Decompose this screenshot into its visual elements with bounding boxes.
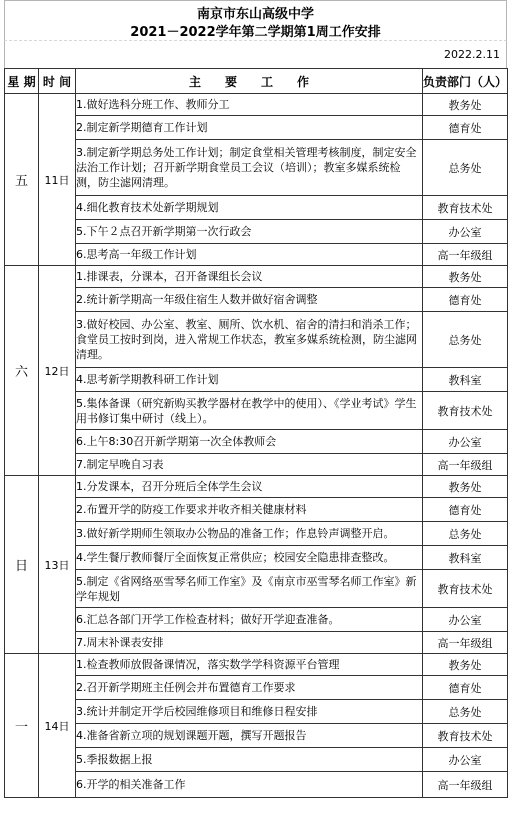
task-cell: 6.开学的相关准备工作: [76, 772, 423, 798]
dept-cell: 教育技术处: [423, 570, 508, 608]
dept-cell: 德育处: [423, 288, 508, 312]
header-row: [5, 69, 508, 94]
table-row: [5, 140, 508, 196]
task-cell: 6.汇总各部门开学工作检查材料；做好开学迎查准备。: [76, 608, 423, 632]
dept-cell: 德育处: [423, 116, 508, 140]
task-cell: 4.学生餐厅教师餐厅全面恢复正常供应；校园安全隐患排查整改。: [76, 546, 423, 570]
task-cell: 5.集体备课（研究新购买教学器材在教学中的使用）、《学业考试》学生用书修订集中研讨（线上）。: [76, 392, 423, 430]
schedule-subtitle: 2021－2022学年第二学期第1周工作安排: [130, 25, 381, 40]
dept-cell: 德育处: [423, 498, 508, 522]
weekday-cell: 日: [5, 476, 39, 654]
dept-cell: 教务处: [423, 266, 508, 288]
task-cell: 3.做好新学期师生领取办公物品的准备工作；作息铃声调整开启。: [76, 522, 423, 546]
task-cell: 3.制定新学期总务处工作计划；制定食堂相关管理考核制度，制定安全法治工作计划；召开新学期食堂员工会议（培训）；教室多媒系统检测，防尘滤网清理。: [76, 140, 423, 196]
table-row: [5, 368, 508, 392]
dept-cell: 办公室: [423, 220, 508, 244]
dept-cell: 德育处: [423, 676, 508, 700]
weekday-cell: 五: [5, 94, 39, 266]
weekday-cell: 一: [5, 654, 39, 798]
table-row: [5, 220, 508, 244]
header-dept: 负责部门（人）: [423, 69, 508, 94]
table-row: [5, 116, 508, 140]
table-row: [5, 266, 508, 288]
dept-cell: 教育技术处: [423, 724, 508, 748]
table-row: [5, 772, 508, 798]
date-cell: 11日: [39, 94, 76, 266]
title-block: [4, 0, 507, 40]
dept-cell: 教务处: [423, 476, 508, 498]
task-cell: 5.季报数据上报: [76, 748, 423, 772]
table-row: [5, 724, 508, 748]
task-cell: 4.思考新学期教科研工作计划: [76, 368, 423, 392]
dept-cell: 高一年级组: [423, 772, 508, 798]
table-row: [5, 196, 508, 220]
task-cell: 4.细化教育技术处新学期规划: [76, 196, 423, 220]
table-row: [5, 700, 508, 724]
task-cell: 1.做好选科分班工作、教师分工: [76, 94, 423, 116]
task-cell: 6.思考高一年级工作计划: [76, 244, 423, 266]
table-row: [5, 476, 508, 498]
task-cell: 1.检查教师放假备课情况，落实数学学科资源平台管理: [76, 654, 423, 676]
header-task: 主 要 工 作: [76, 69, 423, 94]
task-cell: 2.召开新学期班主任例会并布置德育工作要求: [76, 676, 423, 700]
task-cell: 1.排课表，分课本，召开备课组长会议: [76, 266, 423, 288]
dept-cell: 教务处: [423, 654, 508, 676]
weekday-cell: 六: [5, 266, 39, 476]
dept-cell: 教务处: [423, 94, 508, 116]
task-cell: 2.布置开学的防疫工作要求并收齐相关健康材料: [76, 498, 423, 522]
date-cell: 13日: [39, 476, 76, 654]
table-row: [5, 654, 508, 676]
schedule-body: [5, 94, 508, 798]
dept-cell: 总务处: [423, 140, 508, 196]
table-row: [5, 676, 508, 700]
task-cell: 4.准备省新立项的规划课题开题，撰写开题报告: [76, 724, 423, 748]
dept-cell: 办公室: [423, 748, 508, 772]
task-cell: 5.制定《省网络巫雪琴名师工作室》及《南京市巫雪琴名师工作室》新学年规划: [76, 570, 423, 608]
dept-cell: 总务处: [423, 522, 508, 546]
table-row: [5, 546, 508, 570]
date-cell: 12日: [39, 266, 76, 476]
table-row: [5, 288, 508, 312]
task-cell: 2.制定新学期德育工作计划: [76, 116, 423, 140]
task-cell: 1.分发课本，召开分班后全体学生会议: [76, 476, 423, 498]
table-row: [5, 608, 508, 632]
dept-cell: 教科室: [423, 368, 508, 392]
table-row: [5, 454, 508, 476]
dept-cell: 总务处: [423, 312, 508, 368]
school-title: 南京市东山高级中学: [196, 7, 314, 22]
issue-date: 2022.2.11: [444, 48, 500, 61]
dept-cell: 教育技术处: [423, 196, 508, 220]
date-cell: 14日: [39, 654, 76, 798]
table-row: [5, 430, 508, 454]
task-cell: 7.制定早晚自习表: [76, 454, 423, 476]
dept-cell: 高一年级组: [423, 454, 508, 476]
task-cell: 3.做好校园、办公室、教室、厕所、饮水机、宿舍的清扫和消杀工作；食堂员工按时到岗，进入常规工作状态，教室多媒系统检测，防尘滤网清理。: [76, 312, 423, 368]
table-row: [5, 244, 508, 266]
table-row: [5, 570, 508, 608]
dept-cell: 高一年级组: [423, 632, 508, 654]
table-row: [5, 94, 508, 116]
dept-cell: 教科室: [423, 546, 508, 570]
table-row: [5, 498, 508, 522]
table-row: [5, 748, 508, 772]
dept-cell: 教育技术处: [423, 392, 508, 430]
table-row: [5, 392, 508, 430]
table-row: [5, 632, 508, 654]
table-row: [5, 522, 508, 546]
date-row: [4, 40, 507, 68]
task-cell: 2.统计新学期高一年级住宿生人数并做好宿舍调整: [76, 288, 423, 312]
table-row: [5, 312, 508, 368]
task-cell: 6.上午8:30召开新学期第一次全体教师会: [76, 430, 423, 454]
schedule-table: [4, 68, 508, 798]
header-date: 时 间: [39, 69, 76, 94]
task-cell: 7.周末补课表安排: [76, 632, 423, 654]
task-cell: 3.统计并制定开学后校园维修项目和维修日程安排: [76, 700, 423, 724]
dept-cell: 高一年级组: [423, 244, 508, 266]
task-cell: 5.下午２点召开新学期第一次行政会: [76, 220, 423, 244]
dept-cell: 办公室: [423, 430, 508, 454]
dept-cell: 办公室: [423, 608, 508, 632]
dept-cell: 总务处: [423, 700, 508, 724]
header-weekday: 星 期: [5, 69, 39, 94]
